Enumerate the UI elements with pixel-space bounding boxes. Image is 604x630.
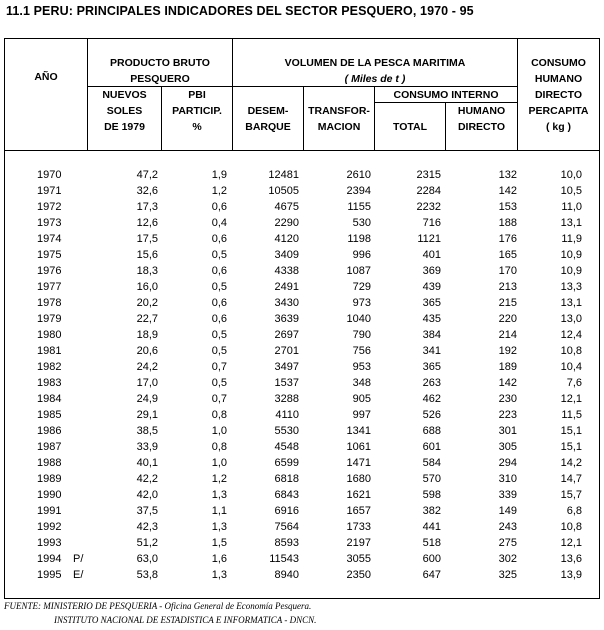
header-transformacion-line1: TRANSFOR- <box>308 105 370 117</box>
header-percapita-line3: DIRECTO <box>534 89 583 101</box>
cell-pbi-particip: 0,6 <box>211 313 227 325</box>
cell-percapita: 10,5 <box>560 185 582 197</box>
cell-desembarque: 8940 <box>274 569 299 581</box>
header-pbi-particip-line2: PARTICIP. <box>172 105 222 117</box>
cell-total: 1121 <box>417 233 441 245</box>
cell-pbi-particip: 1,0 <box>211 457 227 469</box>
cell-desembarque: 10505 <box>268 185 299 197</box>
table-row <box>5 407 599 423</box>
cell-desembarque: 11543 <box>269 553 299 565</box>
header-total: TOTAL <box>392 121 428 133</box>
cell-pbi-particip: 1,5 <box>211 537 227 549</box>
cell-nuevos-soles: 33,9 <box>136 441 158 453</box>
cell-transformacion: 790 <box>352 329 371 341</box>
table-row <box>5 423 599 439</box>
cell-transformacion: 1657 <box>346 505 371 517</box>
col-divider <box>303 87 304 150</box>
cell-year: 1993 <box>37 537 62 549</box>
cell-humano-directo: 153 <box>498 201 517 213</box>
table-row <box>5 279 599 295</box>
cell-total: 2232 <box>416 201 441 213</box>
table-row <box>5 439 599 455</box>
cell-transformacion: 1680 <box>346 473 371 485</box>
cell-pbi-particip: 0,5 <box>211 281 227 293</box>
cell-percapita: 11,9 <box>561 233 582 245</box>
cell-percapita: 12,1 <box>560 393 582 405</box>
cell-year: 1990 <box>37 489 62 501</box>
cell-nuevos-soles: 53,8 <box>136 569 158 581</box>
cell-transformacion: 1061 <box>346 441 371 453</box>
cell-year: 1982 <box>37 361 62 373</box>
cell-nuevos-soles: 12,6 <box>136 217 158 229</box>
table-row <box>5 535 599 551</box>
cell-year: 1974 <box>37 233 62 245</box>
cell-nuevos-soles: 37,5 <box>136 505 158 517</box>
col-divider <box>87 39 88 150</box>
cell-pbi-particip: 0,5 <box>211 329 227 341</box>
cell-desembarque: 3430 <box>274 297 299 309</box>
cell-total: 600 <box>422 553 441 565</box>
cell-pbi-particip: 0,6 <box>211 297 227 309</box>
cell-year: 1987 <box>37 441 62 453</box>
cell-nuevos-soles: 15,6 <box>136 249 158 261</box>
cell-nuevos-soles: 17,3 <box>136 201 158 213</box>
header-consumo-interno: CONSUMO INTERNO <box>393 89 499 101</box>
table-row <box>5 215 599 231</box>
cell-transformacion: 348 <box>352 377 371 389</box>
header-pbi-particip-line3: % <box>192 121 202 133</box>
cell-percapita: 10,0 <box>560 169 582 181</box>
table-row <box>5 359 599 375</box>
cell-humano-directo: 243 <box>498 521 517 533</box>
cell-desembarque: 7564 <box>274 521 299 533</box>
cell-nuevos-soles: 42,0 <box>136 489 158 501</box>
table-row <box>5 247 599 263</box>
table-row <box>5 263 599 279</box>
cell-transformacion: 2197 <box>346 537 371 549</box>
header-pbi-group <box>88 55 232 87</box>
cell-year: 1986 <box>37 425 62 437</box>
cell-transformacion: 997 <box>352 409 371 421</box>
cell-total: 439 <box>422 281 441 293</box>
header-transformacion-line2: MACION <box>317 121 361 133</box>
cell-transformacion: 1040 <box>346 313 371 325</box>
cell-total: 435 <box>422 313 441 325</box>
cell-nuevos-soles: 42,2 <box>136 473 158 485</box>
header-humano-directo-line1: HUMANO <box>457 105 506 117</box>
header-percapita-line4: PERCAPITA <box>528 105 589 117</box>
cell-desembarque: 4338 <box>274 265 299 277</box>
cell-nuevos-soles: 20,2 <box>136 297 158 309</box>
cell-year: 1992 <box>37 521 62 533</box>
cell-percapita: 15,1 <box>560 425 582 437</box>
cell-pbi-particip: 1,6 <box>211 553 227 565</box>
header-nuevos-soles-line3: DE 1979 <box>104 121 145 133</box>
cell-percapita: 10,4 <box>560 361 582 373</box>
cell-nuevos-soles: 24,9 <box>136 393 158 405</box>
cell-percapita: 13,0 <box>560 313 582 325</box>
cell-pbi-particip: 0,7 <box>211 361 227 373</box>
cell-total: 441 <box>422 521 441 533</box>
cell-pbi-particip: 0,6 <box>211 265 227 277</box>
table-row <box>5 519 599 535</box>
header-desembarque <box>233 103 303 135</box>
cell-year: 1991 <box>37 505 62 517</box>
cell-nuevos-soles: 24,2 <box>136 361 158 373</box>
cell-desembarque: 2491 <box>274 281 299 293</box>
cell-desembarque: 6843 <box>274 489 299 501</box>
cell-transformacion: 756 <box>352 345 371 357</box>
cell-year-flag: P/ <box>73 553 84 565</box>
cell-desembarque: 12481 <box>268 169 299 181</box>
cell-pbi-particip: 1,2 <box>211 185 227 197</box>
cell-transformacion: 1198 <box>347 233 371 245</box>
cell-humano-directo: 188 <box>498 217 517 229</box>
cell-humano-directo: 220 <box>498 313 517 325</box>
cell-year: 1972 <box>37 201 62 213</box>
cell-nuevos-soles: 16,0 <box>136 281 158 293</box>
cell-percapita: 7,6 <box>566 377 582 389</box>
header-pbi-particip <box>162 87 232 135</box>
cell-year: 1989 <box>37 473 62 485</box>
cell-nuevos-soles: 42,3 <box>136 521 158 533</box>
cell-year: 1988 <box>37 457 62 469</box>
table-row <box>5 231 599 247</box>
cell-year: 1973 <box>37 217 62 229</box>
cell-year: 1977 <box>37 281 62 293</box>
cell-nuevos-soles: 32,6 <box>136 185 158 197</box>
cell-year: 1984 <box>37 393 62 405</box>
cell-transformacion: 1155 <box>347 201 371 213</box>
cell-humano-directo: 170 <box>498 265 517 277</box>
cell-humano-directo: 176 <box>498 233 517 245</box>
cell-year: 1981 <box>37 345 62 357</box>
header-pbi-group-line1: PRODUCTO BRUTO <box>110 57 210 69</box>
cell-pbi-particip: 0,6 <box>211 233 227 245</box>
cell-pbi-particip: 0,8 <box>211 441 227 453</box>
cell-percapita: 11,5 <box>561 409 582 421</box>
cell-year: 1978 <box>37 297 62 309</box>
cell-nuevos-soles: 40,1 <box>136 457 158 469</box>
cell-transformacion: 973 <box>352 297 371 309</box>
table-row <box>5 199 599 215</box>
cell-humano-directo: 310 <box>498 473 517 485</box>
cell-percapita: 10,9 <box>560 265 582 277</box>
cell-transformacion: 2350 <box>346 569 371 581</box>
cell-transformacion: 1471 <box>346 457 371 469</box>
cell-year: 1971 <box>37 185 62 197</box>
cell-percapita: 13,6 <box>560 553 582 565</box>
cell-humano-directo: 230 <box>498 393 517 405</box>
cell-total: 462 <box>422 393 441 405</box>
cell-pbi-particip: 1,3 <box>211 569 227 581</box>
row-divider <box>88 86 232 87</box>
cell-year: 1970 <box>37 169 62 181</box>
cell-total: 341 <box>422 345 441 357</box>
cell-transformacion: 996 <box>352 249 371 261</box>
cell-nuevos-soles: 29,1 <box>136 409 158 421</box>
cell-transformacion: 729 <box>352 281 371 293</box>
header-nuevos-soles-line2: SOLES <box>106 105 143 117</box>
source-line-2: INSTITUTO NACIONAL DE ESTADISTICA E INFORMATICA - DNCN. <box>54 615 317 625</box>
cell-humano-directo: 215 <box>498 297 517 309</box>
cell-transformacion: 1087 <box>346 265 371 277</box>
col-divider <box>445 103 446 150</box>
table-row <box>5 167 599 183</box>
cell-total: 2284 <box>416 185 441 197</box>
cell-percapita: 13,3 <box>560 281 582 293</box>
cell-year: 1979 <box>37 313 62 325</box>
cell-humano-directo: 192 <box>498 345 517 357</box>
cell-nuevos-soles: 18,3 <box>136 265 158 277</box>
cell-humano-directo: 214 <box>498 329 517 341</box>
cell-total: 601 <box>422 441 441 453</box>
cell-desembarque: 4548 <box>274 441 299 453</box>
cell-transformacion: 953 <box>352 361 371 373</box>
cell-desembarque: 3288 <box>274 393 299 405</box>
cell-humano-directo: 142 <box>498 377 517 389</box>
cell-humano-directo: 165 <box>498 249 517 261</box>
cell-desembarque: 8593 <box>274 537 299 549</box>
header-bottom-rule <box>5 150 599 151</box>
table-row <box>5 295 599 311</box>
cell-humano-directo: 132 <box>498 169 517 181</box>
table-row <box>5 375 599 391</box>
cell-desembarque: 3497 <box>274 361 299 373</box>
cell-nuevos-soles: 38,5 <box>136 425 158 437</box>
table-row <box>5 343 599 359</box>
cell-total: 598 <box>422 489 441 501</box>
cell-transformacion: 2394 <box>346 185 371 197</box>
table-row <box>5 487 599 503</box>
cell-percapita: 11,0 <box>561 201 582 213</box>
header-humano-directo-line2: DIRECTO <box>457 121 506 133</box>
cell-desembarque: 4120 <box>274 233 299 245</box>
cell-nuevos-soles: 17,5 <box>136 233 158 245</box>
cell-desembarque: 2701 <box>274 345 299 357</box>
cell-pbi-particip: 1,2 <box>211 473 227 485</box>
cell-percapita: 6,8 <box>566 505 582 517</box>
cell-pbi-particip: 1,3 <box>211 489 227 501</box>
cell-transformacion: 1733 <box>346 521 371 533</box>
table-row <box>5 503 599 519</box>
header-desembarque-line1: DESEM- <box>247 105 289 117</box>
cell-pbi-particip: 1,9 <box>211 169 227 181</box>
header-percapita-line5: ( kg ) <box>545 121 572 133</box>
cell-total: 518 <box>422 537 441 549</box>
cell-transformacion: 2610 <box>346 169 371 181</box>
cell-nuevos-soles: 47,2 <box>136 169 158 181</box>
source-line-1: FUENTE: MINISTERIO DE PESQUERIA - Oficina General de Economía Pesquera. <box>4 601 312 611</box>
cell-humano-directo: 294 <box>498 457 517 469</box>
cell-transformacion: 905 <box>352 393 371 405</box>
table-row <box>5 391 599 407</box>
cell-total: 365 <box>422 361 441 373</box>
cell-desembarque: 3409 <box>274 249 299 261</box>
cell-pbi-particip: 0,6 <box>211 201 227 213</box>
header-volumen-line2: ( Miles de t ) <box>344 73 406 85</box>
cell-total: 382 <box>422 505 441 517</box>
cell-humano-directo: 275 <box>498 537 517 549</box>
cell-year: 1976 <box>37 265 62 277</box>
cell-year: 1995 <box>37 569 62 581</box>
cell-pbi-particip: 0,5 <box>211 377 227 389</box>
cell-humano-directo: 142 <box>498 185 517 197</box>
cell-transformacion: 3055 <box>346 553 371 565</box>
header-pbi-particip-line1: PBI <box>188 89 206 101</box>
header-consumo-percapita <box>518 55 599 135</box>
cell-total: 401 <box>422 249 441 261</box>
cell-desembarque: 6916 <box>274 505 299 517</box>
cell-total: 688 <box>422 425 441 437</box>
cell-percapita: 13,1 <box>560 297 582 309</box>
cell-percapita: 12,4 <box>560 329 582 341</box>
data-table <box>4 38 600 599</box>
cell-percapita: 13,1 <box>560 217 582 229</box>
cell-percapita: 14,2 <box>560 457 582 469</box>
cell-total: 365 <box>422 297 441 309</box>
cell-humano-directo: 149 <box>498 505 517 517</box>
cell-humano-directo: 301 <box>498 425 517 437</box>
table-row <box>5 551 599 567</box>
cell-humano-directo: 223 <box>498 409 517 421</box>
row-divider <box>233 86 517 87</box>
cell-transformacion: 1341 <box>346 425 371 437</box>
table-row <box>5 183 599 199</box>
cell-humano-directo: 213 <box>498 281 517 293</box>
table-row <box>5 327 599 343</box>
cell-year: 1980 <box>37 329 62 341</box>
cell-nuevos-soles: 18,9 <box>136 329 158 341</box>
table-row <box>5 311 599 327</box>
header-volumen-line1: VOLUMEN DE LA PESCA MARITIMA <box>284 57 466 69</box>
cell-desembarque: 1537 <box>274 377 299 389</box>
col-divider <box>374 87 375 150</box>
cell-year: 1983 <box>37 377 62 389</box>
cell-pbi-particip: 0,5 <box>211 249 227 261</box>
col-divider <box>161 87 162 150</box>
cell-humano-directo: 325 <box>498 569 517 581</box>
cell-total: 716 <box>422 217 441 229</box>
col-divider <box>517 39 518 150</box>
row-divider <box>375 102 517 103</box>
header-transformacion <box>304 103 374 135</box>
cell-humano-directo: 189 <box>498 361 517 373</box>
cell-total: 263 <box>422 377 441 389</box>
cell-nuevos-soles: 20,6 <box>136 345 158 357</box>
table-row <box>5 471 599 487</box>
header-volumen-group <box>233 55 517 87</box>
cell-total: 584 <box>422 457 441 469</box>
cell-percapita: 15,7 <box>560 489 582 501</box>
cell-pbi-particip: 0,7 <box>211 393 227 405</box>
cell-nuevos-soles: 17,0 <box>136 377 158 389</box>
cell-nuevos-soles: 63,0 <box>136 553 158 565</box>
cell-year: 1975 <box>37 249 62 261</box>
cell-total: 2315 <box>416 169 441 181</box>
cell-desembarque: 5530 <box>274 425 299 437</box>
header-pbi-group-line2: PESQUERO <box>130 73 190 85</box>
cell-desembarque: 4675 <box>274 201 299 213</box>
cell-year: 1994 <box>37 553 62 565</box>
cell-percapita: 12,1 <box>560 537 582 549</box>
cell-pbi-particip: 0,4 <box>211 217 227 229</box>
cell-humano-directo: 339 <box>498 489 517 501</box>
col-divider <box>232 39 233 150</box>
table-title: 11.1 PERU: PRINCIPALES INDICADORES DEL SECTOR PESQUERO, 1970 - 95 <box>6 4 474 18</box>
cell-humano-directo: 305 <box>498 441 517 453</box>
cell-transformacion: 1621 <box>346 489 371 501</box>
table-row <box>5 567 599 583</box>
header-percapita-line1: CONSUMO <box>531 57 586 69</box>
cell-desembarque: 6599 <box>274 457 299 469</box>
cell-desembarque: 3639 <box>274 313 299 325</box>
cell-total: 384 <box>422 329 441 341</box>
cell-pbi-particip: 1,1 <box>211 505 227 517</box>
cell-pbi-particip: 0,8 <box>211 409 227 421</box>
cell-total: 369 <box>422 265 441 277</box>
cell-percapita: 10,9 <box>560 249 582 261</box>
table-row <box>5 455 599 471</box>
header-humano-directo <box>446 103 517 135</box>
cell-pbi-particip: 1,3 <box>211 521 227 533</box>
cell-humano-directo: 302 <box>498 553 517 565</box>
cell-pbi-particip: 0,5 <box>211 345 227 357</box>
cell-percapita: 10,8 <box>560 345 582 357</box>
cell-total: 647 <box>422 569 441 581</box>
cell-percapita: 15,1 <box>560 441 582 453</box>
header-anio: AÑO <box>34 71 58 83</box>
cell-percapita: 14,7 <box>560 473 582 485</box>
cell-desembarque: 2697 <box>274 329 299 341</box>
header-nuevos-soles-line1: NUEVOS <box>102 89 147 101</box>
header-desembarque-line2: BARQUE <box>245 121 291 133</box>
cell-nuevos-soles: 51,2 <box>136 537 158 549</box>
cell-transformacion: 530 <box>352 217 371 229</box>
cell-percapita: 13,9 <box>560 569 582 581</box>
header-nuevos-soles <box>88 87 161 135</box>
cell-nuevos-soles: 22,7 <box>136 313 158 325</box>
cell-pbi-particip: 1,0 <box>211 425 227 437</box>
cell-desembarque: 4110 <box>275 409 299 421</box>
cell-total: 570 <box>422 473 441 485</box>
cell-desembarque: 2290 <box>274 217 299 229</box>
header-percapita-line2: HUMANO <box>534 73 583 85</box>
cell-year-flag: E/ <box>73 569 84 581</box>
cell-percapita: 10,8 <box>560 521 582 533</box>
cell-year: 1985 <box>37 409 62 421</box>
cell-desembarque: 6818 <box>274 473 299 485</box>
cell-total: 526 <box>422 409 441 421</box>
